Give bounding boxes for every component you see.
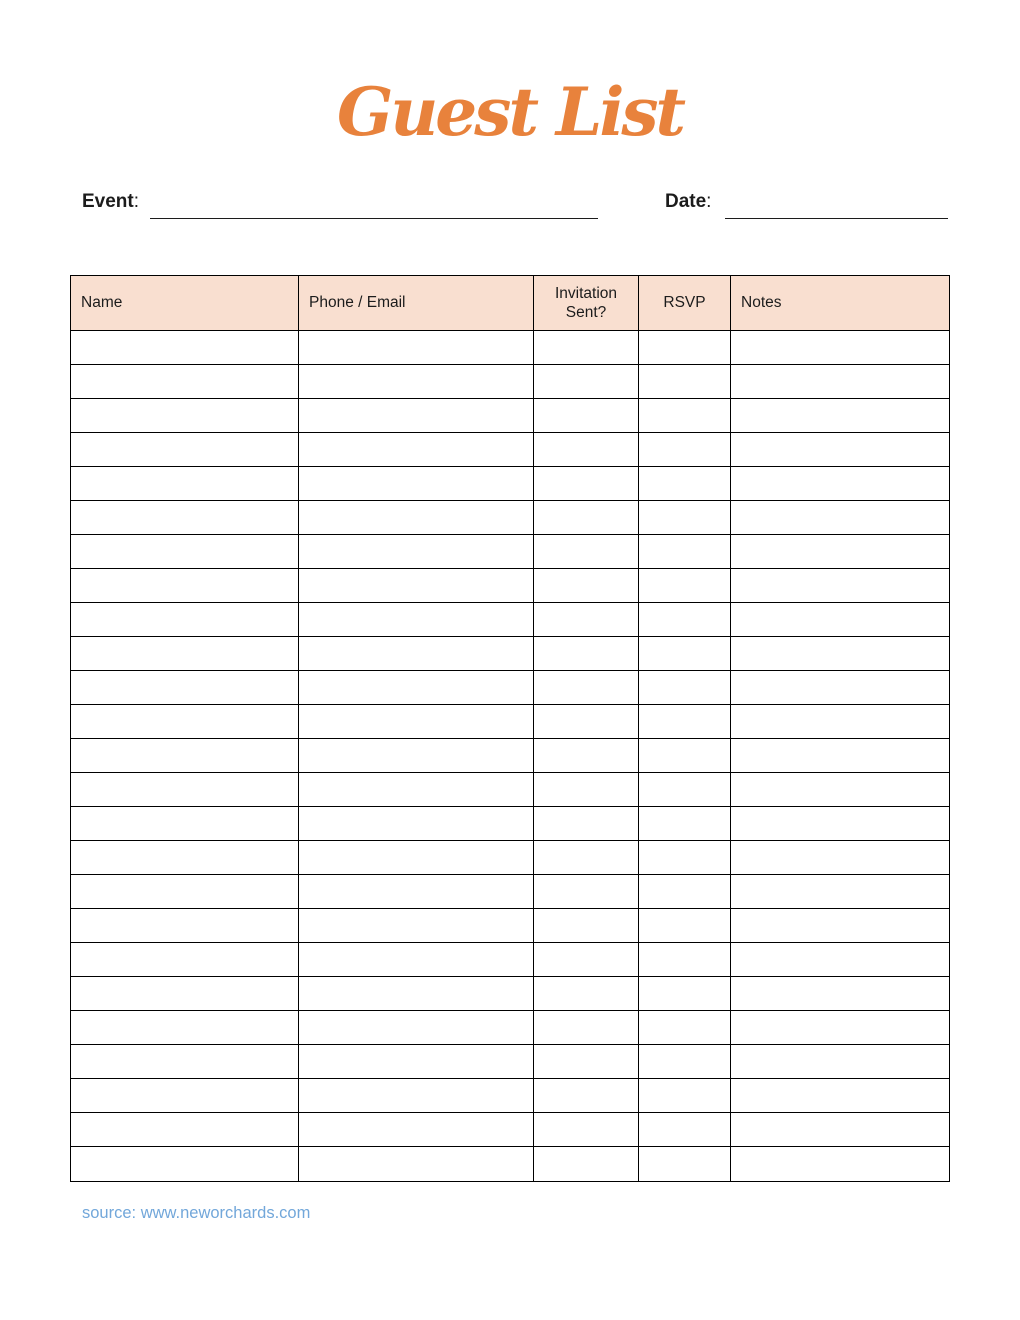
cell-notes-row-20[interactable] bbox=[731, 977, 949, 1011]
table-row bbox=[71, 501, 949, 535]
cell-rsvp-row-24[interactable] bbox=[639, 1113, 731, 1147]
cell-name-row-24[interactable] bbox=[71, 1113, 299, 1147]
cell-notes-row-3[interactable] bbox=[731, 399, 949, 433]
cell-notes-row-7[interactable] bbox=[731, 535, 949, 569]
cell-name-row-21[interactable] bbox=[71, 1011, 299, 1045]
cell-notes-row-18[interactable] bbox=[731, 909, 949, 943]
table-row bbox=[71, 1011, 949, 1045]
cell-rsvp-row-8[interactable] bbox=[639, 569, 731, 603]
cell-phone-email-row-4[interactable] bbox=[299, 433, 534, 467]
cell-phone-email-row-18[interactable] bbox=[299, 909, 534, 943]
cell-phone-email-row-2[interactable] bbox=[299, 365, 534, 399]
event-label-colon: : bbox=[133, 191, 140, 212]
cell-invitation-sent-row-15[interactable] bbox=[534, 807, 639, 841]
table-header-row bbox=[71, 276, 949, 331]
cell-invitation-sent-row-20[interactable] bbox=[534, 977, 639, 1011]
cell-notes-row-14[interactable] bbox=[731, 773, 949, 807]
table-row bbox=[71, 909, 949, 943]
cell-name-row-19[interactable] bbox=[71, 943, 299, 977]
cell-invitation-sent-row-6[interactable] bbox=[534, 501, 639, 535]
cell-name-row-1[interactable] bbox=[71, 331, 299, 365]
cell-name-row-7[interactable] bbox=[71, 535, 299, 569]
cell-name-row-2[interactable] bbox=[71, 365, 299, 399]
table-row bbox=[71, 603, 949, 637]
cell-notes-row-21[interactable] bbox=[731, 1011, 949, 1045]
cell-phone-email-row-24[interactable] bbox=[299, 1113, 534, 1147]
cell-notes-row-16[interactable] bbox=[731, 841, 949, 875]
cell-rsvp-row-17[interactable] bbox=[639, 875, 731, 909]
date-label-colon: : bbox=[706, 191, 712, 212]
page-title: Guest List bbox=[336, 73, 684, 151]
table-row bbox=[71, 637, 949, 671]
cell-notes-row-24[interactable] bbox=[731, 1113, 949, 1147]
cell-notes-row-19[interactable] bbox=[731, 943, 949, 977]
table-row bbox=[71, 943, 949, 977]
guest-table bbox=[70, 275, 950, 1182]
cell-rsvp-row-5[interactable] bbox=[639, 467, 731, 501]
cell-invitation-sent-row-22[interactable] bbox=[534, 1045, 639, 1079]
cell-rsvp-row-20[interactable] bbox=[639, 977, 731, 1011]
event-input-line[interactable] bbox=[150, 186, 598, 219]
cell-invitation-sent-row-18[interactable] bbox=[534, 909, 639, 943]
table-row bbox=[71, 399, 949, 433]
table-row bbox=[71, 569, 949, 603]
cell-rsvp-row-18[interactable] bbox=[639, 909, 731, 943]
cell-name-row-9[interactable] bbox=[71, 603, 299, 637]
column-header-notes: Notes bbox=[731, 276, 949, 331]
cell-rsvp-row-12[interactable] bbox=[639, 705, 731, 739]
cell-rsvp-row-9[interactable] bbox=[639, 603, 731, 637]
cell-phone-email-row-12[interactable] bbox=[299, 705, 534, 739]
table-row bbox=[71, 841, 949, 875]
table-row bbox=[71, 875, 949, 909]
cell-phone-email-row-15[interactable] bbox=[299, 807, 534, 841]
table-row bbox=[71, 671, 949, 705]
cell-rsvp-row-23[interactable] bbox=[639, 1079, 731, 1113]
cell-name-row-23[interactable] bbox=[71, 1079, 299, 1113]
table-row bbox=[71, 365, 949, 399]
cell-invitation-sent-row-9[interactable] bbox=[534, 603, 639, 637]
cell-notes-row-6[interactable] bbox=[731, 501, 949, 535]
cell-rsvp-row-16[interactable] bbox=[639, 841, 731, 875]
cell-name-row-13[interactable] bbox=[71, 739, 299, 773]
cell-rsvp-row-15[interactable] bbox=[639, 807, 731, 841]
cell-name-row-4[interactable] bbox=[71, 433, 299, 467]
cell-rsvp-row-25[interactable] bbox=[639, 1147, 731, 1181]
column-header-rsvp: RSVP bbox=[639, 276, 731, 331]
cell-rsvp-row-13[interactable] bbox=[639, 739, 731, 773]
cell-name-row-22[interactable] bbox=[71, 1045, 299, 1079]
cell-phone-email-row-16[interactable] bbox=[299, 841, 534, 875]
table-row bbox=[71, 773, 949, 807]
table-row bbox=[71, 1113, 949, 1147]
cell-name-row-12[interactable] bbox=[71, 705, 299, 739]
cell-invitation-sent-row-14[interactable] bbox=[534, 773, 639, 807]
date-input-line[interactable] bbox=[725, 186, 948, 219]
cell-phone-email-row-7[interactable] bbox=[299, 535, 534, 569]
table-body bbox=[71, 331, 949, 1181]
cell-notes-row-12[interactable] bbox=[731, 705, 949, 739]
cell-rsvp-row-10[interactable] bbox=[639, 637, 731, 671]
cell-notes-row-2[interactable] bbox=[731, 365, 949, 399]
cell-notes-row-8[interactable] bbox=[731, 569, 949, 603]
cell-notes-row-1[interactable] bbox=[731, 331, 949, 365]
cell-invitation-sent-row-2[interactable] bbox=[534, 365, 639, 399]
cell-phone-email-row-19[interactable] bbox=[299, 943, 534, 977]
cell-invitation-sent-row-19[interactable] bbox=[534, 943, 639, 977]
cell-phone-email-row-6[interactable] bbox=[299, 501, 534, 535]
cell-invitation-sent-row-21[interactable] bbox=[534, 1011, 639, 1045]
cell-invitation-sent-row-8[interactable] bbox=[534, 569, 639, 603]
cell-name-row-25[interactable] bbox=[71, 1147, 299, 1181]
cell-notes-row-15[interactable] bbox=[731, 807, 949, 841]
event-label bbox=[82, 189, 139, 219]
cell-invitation-sent-row-24[interactable] bbox=[534, 1113, 639, 1147]
cell-rsvp-row-2[interactable] bbox=[639, 365, 731, 399]
cell-phone-email-row-10[interactable] bbox=[299, 637, 534, 671]
cell-phone-email-row-22[interactable] bbox=[299, 1045, 534, 1079]
cell-notes-row-10[interactable] bbox=[731, 637, 949, 671]
cell-invitation-sent-row-13[interactable] bbox=[534, 739, 639, 773]
cell-notes-row-17[interactable] bbox=[731, 875, 949, 909]
cell-name-row-6[interactable] bbox=[71, 501, 299, 535]
cell-rsvp-row-11[interactable] bbox=[639, 671, 731, 705]
cell-notes-row-4[interactable] bbox=[731, 433, 949, 467]
cell-invitation-sent-row-23[interactable] bbox=[534, 1079, 639, 1113]
cell-name-row-10[interactable] bbox=[71, 637, 299, 671]
column-header-invitation-sent: Invitation Sent? bbox=[534, 276, 639, 331]
cell-rsvp-row-6[interactable] bbox=[639, 501, 731, 535]
cell-name-row-18[interactable] bbox=[71, 909, 299, 943]
table-row bbox=[71, 807, 949, 841]
date-label bbox=[665, 189, 711, 219]
cell-rsvp-row-14[interactable] bbox=[639, 773, 731, 807]
cell-phone-email-row-23[interactable] bbox=[299, 1079, 534, 1113]
cell-rsvp-row-4[interactable] bbox=[639, 433, 731, 467]
cell-notes-row-9[interactable] bbox=[731, 603, 949, 637]
cell-notes-row-13[interactable] bbox=[731, 739, 949, 773]
cell-name-row-11[interactable] bbox=[71, 671, 299, 705]
cell-invitation-sent-row-3[interactable] bbox=[534, 399, 639, 433]
cell-invitation-sent-row-5[interactable] bbox=[534, 467, 639, 501]
cell-phone-email-row-11[interactable] bbox=[299, 671, 534, 705]
source-credit: source: www.neworchards.com bbox=[82, 1204, 311, 1222]
column-header-phone-email: Phone / Email bbox=[299, 276, 534, 331]
table-row bbox=[71, 705, 949, 739]
cell-phone-email-row-1[interactable] bbox=[299, 331, 534, 365]
cell-name-row-20[interactable] bbox=[71, 977, 299, 1011]
cell-notes-row-5[interactable] bbox=[731, 467, 949, 501]
event-date-row bbox=[82, 186, 948, 219]
event-label-text: Event bbox=[82, 191, 134, 212]
cell-phone-email-row-13[interactable] bbox=[299, 739, 534, 773]
cell-phone-email-row-25[interactable] bbox=[299, 1147, 534, 1181]
cell-phone-email-row-5[interactable] bbox=[299, 467, 534, 501]
cell-rsvp-row-19[interactable] bbox=[639, 943, 731, 977]
cell-rsvp-row-7[interactable] bbox=[639, 535, 731, 569]
cell-rsvp-row-3[interactable] bbox=[639, 399, 731, 433]
table-row bbox=[71, 1079, 949, 1113]
cell-notes-row-11[interactable] bbox=[731, 671, 949, 705]
cell-name-row-14[interactable] bbox=[71, 773, 299, 807]
cell-notes-row-25[interactable] bbox=[731, 1147, 949, 1181]
cell-invitation-sent-row-25[interactable] bbox=[534, 1147, 639, 1181]
cell-phone-email-row-14[interactable] bbox=[299, 773, 534, 807]
cell-name-row-8[interactable] bbox=[71, 569, 299, 603]
cell-phone-email-row-20[interactable] bbox=[299, 977, 534, 1011]
cell-rsvp-row-21[interactable] bbox=[639, 1011, 731, 1045]
column-header-name: Name bbox=[71, 276, 299, 331]
cell-name-row-5[interactable] bbox=[71, 467, 299, 501]
cell-name-row-16[interactable] bbox=[71, 841, 299, 875]
cell-name-row-17[interactable] bbox=[71, 875, 299, 909]
cell-invitation-sent-row-11[interactable] bbox=[534, 671, 639, 705]
cell-invitation-sent-row-16[interactable] bbox=[534, 841, 639, 875]
date-label-text: Date bbox=[664, 191, 707, 212]
table-row bbox=[71, 739, 949, 773]
cell-rsvp-row-22[interactable] bbox=[639, 1045, 731, 1079]
cell-invitation-sent-row-12[interactable] bbox=[534, 705, 639, 739]
cell-notes-row-22[interactable] bbox=[731, 1045, 949, 1079]
cell-phone-email-row-17[interactable] bbox=[299, 875, 534, 909]
cell-invitation-sent-row-7[interactable] bbox=[534, 535, 639, 569]
cell-name-row-15[interactable] bbox=[71, 807, 299, 841]
cell-rsvp-row-1[interactable] bbox=[639, 331, 731, 365]
table-row bbox=[71, 1045, 949, 1079]
cell-notes-row-23[interactable] bbox=[731, 1079, 949, 1113]
table-row bbox=[71, 433, 949, 467]
cell-name-row-3[interactable] bbox=[71, 399, 299, 433]
table-row bbox=[71, 1147, 949, 1181]
cell-phone-email-row-8[interactable] bbox=[299, 569, 534, 603]
cell-invitation-sent-row-10[interactable] bbox=[534, 637, 639, 671]
cell-invitation-sent-row-1[interactable] bbox=[534, 331, 639, 365]
cell-invitation-sent-row-4[interactable] bbox=[534, 433, 639, 467]
cell-phone-email-row-3[interactable] bbox=[299, 399, 534, 433]
table-row bbox=[71, 977, 949, 1011]
cell-invitation-sent-row-17[interactable] bbox=[534, 875, 639, 909]
cell-phone-email-row-21[interactable] bbox=[299, 1011, 534, 1045]
table-row bbox=[71, 331, 949, 365]
cell-phone-email-row-9[interactable] bbox=[299, 603, 534, 637]
table-row bbox=[71, 535, 949, 569]
table-row bbox=[71, 467, 949, 501]
